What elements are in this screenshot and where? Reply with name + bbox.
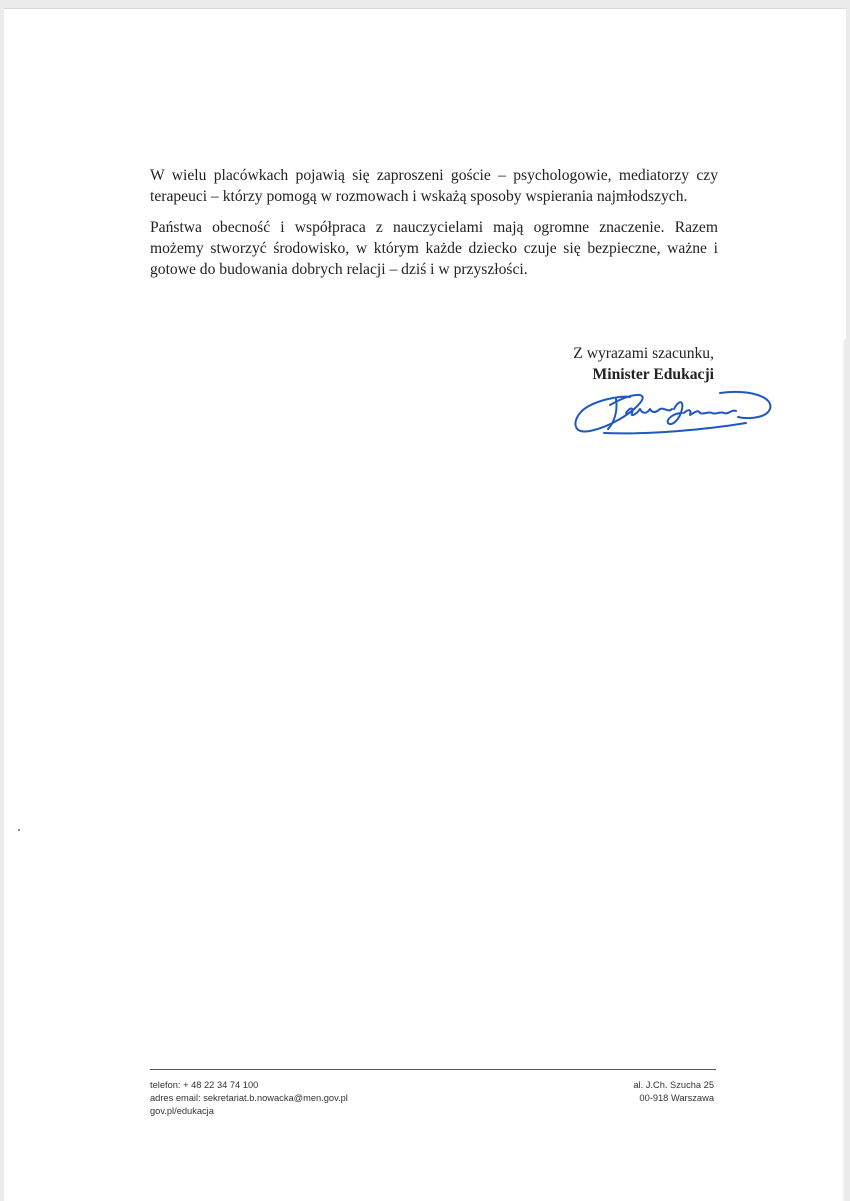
footer-phone: telefon: + 48 22 34 74 100 <box>150 1080 259 1090</box>
paragraph-guests: W wielu placówkach pojawią się zaproszeni goście – psychologowie, mediatorzy czy terapeuci – którzy pomogą w rozmowach i wskażą sposoby wspierania najmłodszych. <box>150 167 718 205</box>
closing-phrase: Z wyrazami szacunku, <box>573 345 714 362</box>
footer-contact <box>150 1079 348 1118</box>
page-edge-shadow <box>842 339 846 1201</box>
footer-street: al. J.Ch. Szucha 25 <box>633 1080 714 1090</box>
footer-address <box>633 1079 714 1105</box>
paragraph-cooperation: Państwa obecność i współpraca z nauczycielami mają ogromne znaczenie. Razem możemy stworzyć środowisko, w którym każde dziecko czuje się bezpieczne, ważne i gotowe do budowania dobrych relacji – dziś i w przyszłości. <box>150 219 718 278</box>
footer-divider <box>150 1069 716 1070</box>
footer-city: 00-918 Warszawa <box>639 1093 714 1103</box>
closing-block <box>573 343 714 385</box>
signatory-title: Minister Edukacji <box>592 366 714 383</box>
letter-page <box>4 8 846 1201</box>
handwritten-signature <box>570 383 780 443</box>
letter-body <box>150 165 718 290</box>
scan-speck <box>18 829 20 831</box>
footer-website: gov.pl/edukacja <box>150 1106 214 1116</box>
footer-email: adres email: sekretariat.b.nowacka@men.gov.pl <box>150 1093 348 1103</box>
